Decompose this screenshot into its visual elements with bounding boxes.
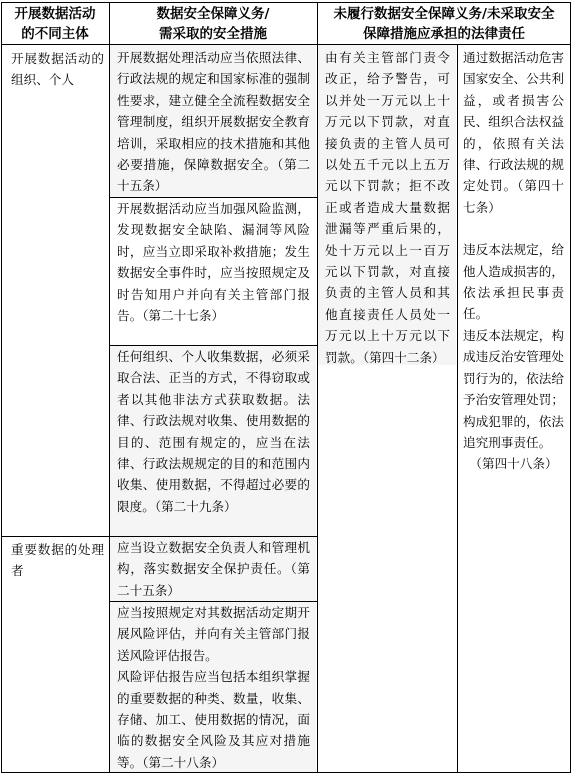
measure-divider-2: [110, 345, 318, 346]
table-border-bottom: [1, 772, 571, 773]
subject-important-data-processor: 重要数据的处理者: [11, 542, 104, 579]
liability-text: 由有关主管部门责令改正，给予警告，可以并处一万元以上十万元以下罚款，对直接负责的主管人员可以处五千元以上五万元以下罚款；拒不改正或者造成大量数据泄漏等严重后果的，处十万元以上一百万元以下罚款，对直接负责的主管人员和其他直接责任人员处一万元以上十万元以下罚款。（第四十二条）: [325, 50, 450, 365]
col-divider-2: [317, 2, 318, 773]
measure-divider-3: [110, 536, 318, 537]
liability-civil: 违反本法规定，给他人造成损害的，依法承担民事责任。: [463, 242, 564, 322]
table-border-top: [1, 2, 571, 3]
subject-row-divider: [1, 536, 110, 537]
liability-48-cite: （第四十八条）: [469, 456, 558, 472]
col-divider-3: [457, 44, 458, 773]
measure-divider-4: [110, 601, 318, 602]
header-subject: [2, 4, 108, 44]
table-border-left: [1, 2, 2, 773]
measure-cell-important-25: [110, 537, 316, 601]
subject-general: 开展数据活动的组织、个人: [11, 51, 104, 88]
header-subject-label: 开展数据活动 的不同主体: [14, 6, 96, 42]
measure-text: 任何组织、个人收集数据，必须采取合法、正当的方式，不得窃取或者以其他非法方式获取数据。法律、行政法规对收集、使用数据的目的、范围有规定的，应当在法律、行政法规规定的目的和范围内收集、使用数据，不得超过必要的限度。（第二十九条）: [117, 349, 310, 514]
measure-text: 开展数据处理活动应当依照法律、行政法规的规定和国家标准的强制性要求，建立健全全流程数据安全管理制度，组织开展数据安全教育培训，采取相应的技术措施和其他必要措施，保障数据安全。（第二十五条）: [117, 50, 310, 194]
header-measures: [110, 4, 316, 44]
measure-cell-29: [110, 346, 316, 536]
col-divider-1: [109, 2, 110, 773]
measure-cell-25: [110, 45, 316, 198]
measure-text: 风险评估报告应当包括本组织掌握的重要数据的种类、数量，收集、存储、加工、使用数据的情况，面临的数据安全风险及其应对措施等。（第二十八条）: [117, 669, 310, 770]
header-divider: [1, 44, 571, 45]
measure-divider-1: [110, 197, 318, 198]
measure-cell-27: [110, 198, 316, 344]
header-measures-label: 数据安全保障义务/ 需采取的安全措施: [156, 6, 270, 42]
measure-text: 应当设立数据安全负责人和管理机构，落实数据安全保护责任。（第二十五条）: [117, 540, 310, 598]
liability-other: [458, 45, 570, 515]
measure-text: 应当按照规定对其数据活动定期开展风险评估，并向有关主管部门报送风险评估报告。: [117, 605, 310, 663]
liability-47: 通过数据活动危害国家安全、公共利益，或者损害公民、组织合法权益的，依照有关法律、行政法规的规定处罚。（第四十七条）: [463, 50, 564, 215]
liability-admin-42: [318, 45, 456, 365]
measure-cell-28: [110, 602, 316, 772]
header-liability: [318, 4, 570, 44]
liability-public-order-criminal: 违反本法规定，构成违反治安管理处罚行为的，依法给予治安管理处罚；构成犯罪的，依法追究刑事责任。: [463, 327, 564, 450]
header-liability-label: 未履行数据安全保障义务/未采取安全 保障措施应承担的法律责任: [333, 6, 555, 42]
measure-text: 开展数据活动应当加强风险监测，发现数据安全缺陷、漏洞等风险时，应当立即采取补救措施；发生数据安全事件时，应当按照规定及时告知用户并向有关主管部门报告。（第二十七条）: [117, 201, 310, 324]
table-border-right: [570, 2, 571, 773]
